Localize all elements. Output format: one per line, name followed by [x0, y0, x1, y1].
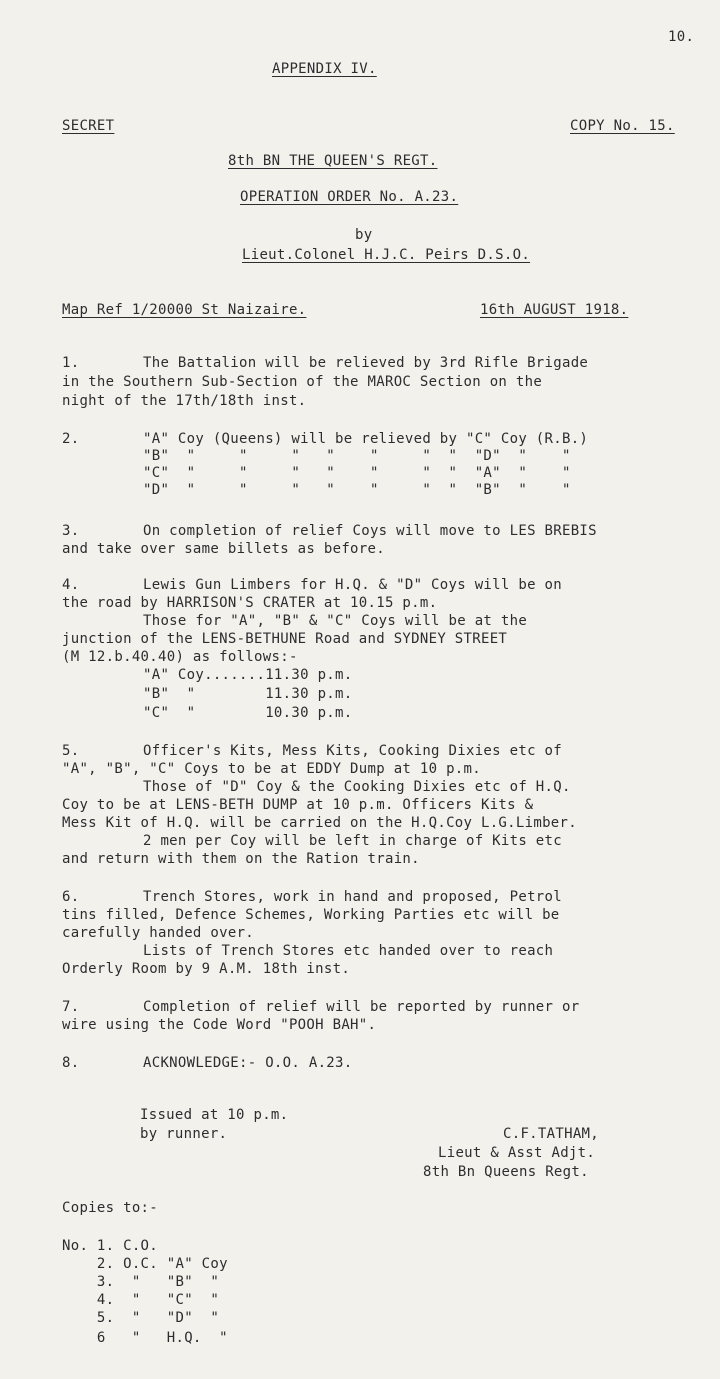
signature-name: C.F.TATHAM, [503, 1126, 600, 1142]
classification: SECRET [62, 118, 115, 134]
para-4-line: Those for "A", "B" & "C" Coys will be at the [143, 613, 528, 629]
copy-recipient: 4. " "C" " [62, 1292, 220, 1308]
para-4-line: the road by HARRISON'S CRATER at 10.15 p.m. [62, 595, 438, 611]
copies-heading: Copies to:- [62, 1200, 159, 1216]
para-2-row: "A" Coy (Queens) will be relieved by "C" Coy (R.B.) [143, 431, 589, 447]
map-reference: Map Ref 1/20000 St Naizaire. [62, 302, 307, 318]
para-5-line: Coy to be at LENS-BETH DUMP at 10 p.m. Officers Kits & [62, 797, 534, 813]
para-4-schedule-row: "C" " 10.30 p.m. [143, 705, 353, 721]
para-1-line: The Battalion will be relieved by 3rd Rifle Brigade [143, 355, 589, 371]
copy-recipient: 5. " "D" " [62, 1310, 220, 1326]
issued-line: by runner. [140, 1126, 228, 1142]
author: Lieut.Colonel H.J.C. Peirs D.S.O. [242, 247, 531, 263]
para-6-line: Trench Stores, work in hand and proposed, Petrol [143, 889, 562, 905]
signature-rank: Lieut & Asst Adjt. [438, 1145, 596, 1161]
para-7-line: wire using the Code Word "POOH BAH". [62, 1017, 377, 1033]
para-8-text: ACKNOWLEDGE:- O.O. A.23. [143, 1055, 353, 1071]
signature-unit: 8th Bn Queens Regt. [423, 1164, 589, 1180]
unit-name: 8th BN THE QUEEN'S REGT. [228, 153, 438, 169]
para-2-number: 2. [62, 431, 80, 447]
para-5-line: Mess Kit of H.Q. will be carried on the H.Q.Coy L.G.Limber. [62, 815, 577, 831]
para-7-line: Completion of relief will be reported by runner or [143, 999, 580, 1015]
copy-recipient: 2. O.C. "A" Coy [62, 1256, 228, 1272]
para-3-number: 3. [62, 523, 80, 539]
para-4-line: (M 12.b.40.40) as follows:- [62, 649, 298, 665]
para-5-line: Those of "D" Coy & the Cooking Dixies etc of H.Q. [143, 779, 571, 795]
para-1-number: 1. [62, 355, 80, 371]
para-5-line: 2 men per Coy will be left in charge of Kits etc [143, 833, 562, 849]
para-4-schedule-row: "A" Coy.......11.30 p.m. [143, 667, 353, 683]
para-4-line: Lewis Gun Limbers for H.Q. & "D" Coys will be on [143, 577, 562, 593]
copy-recipient: No. 1. C.O. [62, 1238, 159, 1254]
appendix-heading: APPENDIX IV. [272, 61, 377, 77]
para-6-line: Lists of Trench Stores etc handed over to reach [143, 943, 554, 959]
issued-line: Issued at 10 p.m. [140, 1107, 289, 1123]
copy-number: COPY No. 15. [570, 118, 675, 134]
para-3-line: and take over same billets as before. [62, 541, 385, 557]
para-5-number: 5. [62, 743, 80, 759]
para-1-line: in the Southern Sub-Section of the MAROC Section on the [62, 374, 543, 390]
para-6-number: 6. [62, 889, 80, 905]
para-5-line: "A", "B", "C" Coys to be at EDDY Dump at 10 p.m. [62, 761, 481, 777]
by-label: by [355, 227, 373, 243]
para-7-number: 7. [62, 999, 80, 1015]
order-title: OPERATION ORDER No. A.23. [240, 189, 459, 205]
para-6-line: carefully handed over. [62, 925, 255, 941]
para-2-row: "D" " " " " " " " "B" " " [143, 482, 571, 498]
copy-recipient: 6 " H.Q. " [62, 1330, 228, 1346]
para-2-row: "B" " " " " " " " "D" " " [143, 448, 571, 464]
para-4-schedule-row: "B" " 11.30 p.m. [143, 686, 353, 702]
para-6-line: Orderly Room by 9 A.M. 18th inst. [62, 961, 351, 977]
para-8-number: 8. [62, 1055, 80, 1071]
para-1-line: night of the 17th/18th inst. [62, 393, 307, 409]
order-date: 16th AUGUST 1918. [480, 302, 629, 318]
para-5-line: and return with them on the Ration train. [62, 851, 420, 867]
para-3-line: On completion of relief Coys will move to LES BREBIS [143, 523, 597, 539]
para-6-line: tins filled, Defence Schemes, Working Parties etc will be [62, 907, 560, 923]
copy-recipient: 3. " "B" " [62, 1274, 220, 1290]
page-number: 10. [668, 29, 695, 45]
para-2-row: "C" " " " " " " " "A" " " [143, 465, 571, 481]
para-5-line: Officer's Kits, Mess Kits, Cooking Dixies etc of [143, 743, 562, 759]
para-4-line: junction of the LENS-BETHUNE Road and SYDNEY STREET [62, 631, 508, 647]
para-4-number: 4. [62, 577, 80, 593]
